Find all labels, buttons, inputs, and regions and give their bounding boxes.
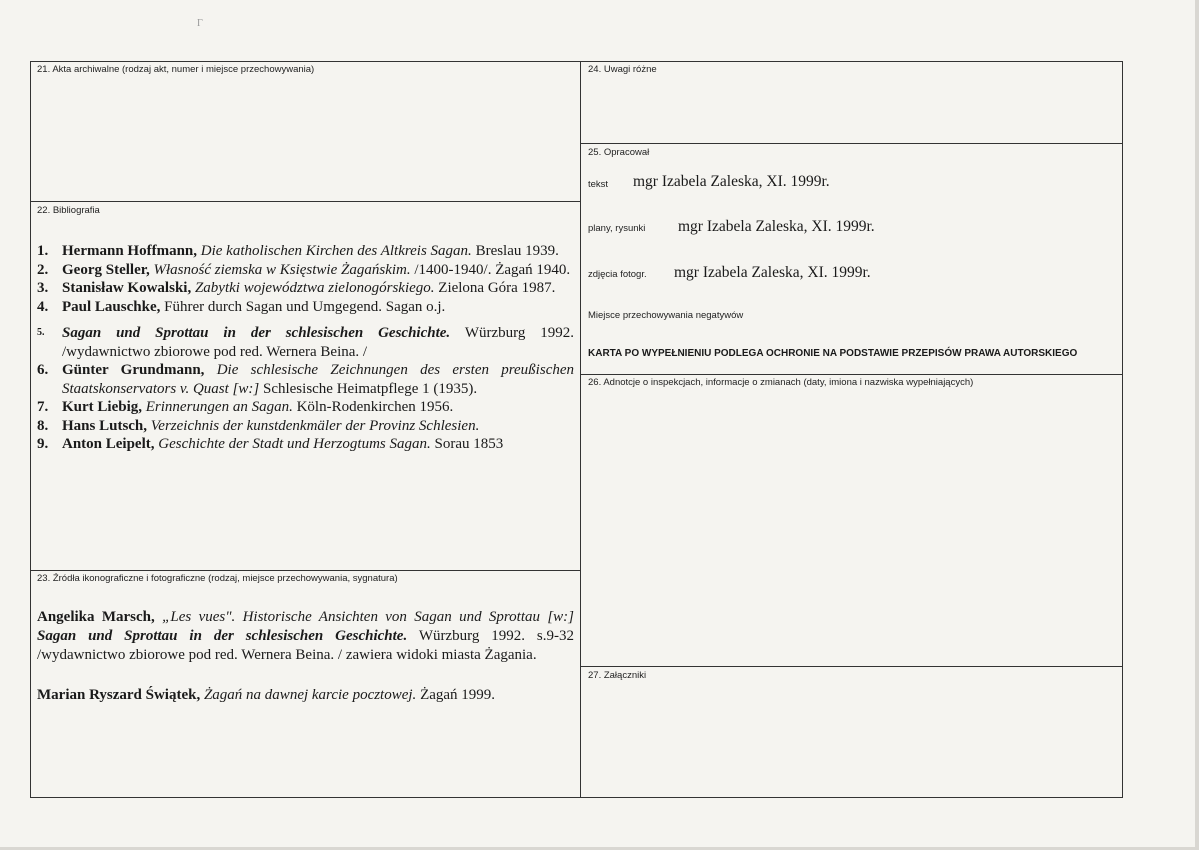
item-author: Stanisław Kowalski, [62, 280, 192, 296]
bibliography-item [37, 417, 574, 436]
tekst-value: mgr Izabela Zaleska, XI. 1999r. [633, 173, 830, 190]
zdjecia-label: zdjęcia fotogr. [588, 269, 647, 280]
item-author: Kurt Liebig, [62, 399, 143, 415]
bibliography-item [37, 279, 574, 298]
bibliography-item [37, 242, 574, 261]
entry-details: Żagań 1999. [420, 687, 496, 703]
item-details: /1400-1940/. Żagań 1940. [414, 261, 571, 278]
section-25-label: 25. Opracował [588, 147, 650, 158]
item-details: Sorau 1853 [434, 436, 504, 452]
item-title: Verzeichnis der kunstdenkmäler der Provinz Schlesien. [150, 417, 480, 434]
entry-author: Angelika Marsch, [37, 609, 155, 625]
plany-label: plany, rysunki [588, 223, 646, 234]
section-23-label: 23. Źródła ikonograficzne i fotograficzne (rodzaj, miejsce przechowywania, sygnatura) [37, 573, 398, 584]
item-author: Georg Steller, [62, 261, 150, 278]
item-number: 9. [37, 436, 49, 452]
iconography-entry [37, 608, 574, 665]
item-number: 6. [37, 362, 49, 378]
item-author: Günter Grundmann, [62, 362, 205, 378]
bibliography-item [37, 435, 574, 454]
divider-21-22 [30, 201, 581, 202]
item-title: Erinnerungen an Sagan. [145, 399, 293, 415]
entry-title: Żagań na dawnej karcie pocztowej. [203, 687, 417, 703]
entry-book: Sagan und Sprottau in der schlesischen Geschichte. [37, 628, 408, 644]
divider-22-23 [30, 570, 581, 571]
item-number: 3. [37, 280, 49, 296]
entry-details: Würzburg 1992. s.9-32 /wydawnictwo zbiorowe pod red. Wernera Beina. / zawiera widoki miasta Żagania. [37, 628, 575, 663]
section-24-label: 24. Uwagi różne [588, 64, 657, 75]
pencil-mark: Γ [197, 18, 203, 29]
item-number: 5. [37, 327, 45, 338]
item-title: Sagan und Sprottau in der schlesischen Geschichte. [62, 325, 451, 341]
bibliography-list [37, 242, 574, 454]
item-author: Hans Lutsch, [62, 417, 148, 434]
item-title: Zabytki województwa zielonogórskiego. [194, 280, 435, 296]
column-divider [580, 61, 581, 798]
item-details: Führer durch Sagan und Umgegend. Sagan o.j. [164, 298, 446, 315]
bibliography-item [37, 261, 574, 280]
item-number: 8. [37, 417, 49, 434]
bibliography-item [37, 324, 574, 361]
tekst-label: tekst [588, 179, 609, 190]
item-author: Hermann Hoffmann, [62, 243, 197, 259]
item-number: 1. [37, 243, 49, 259]
item-title: Własność ziemska w Księstwie Żagańskim. [153, 261, 411, 278]
entry-title: „Les vues". Historische Ansichten von Sagan und Sprottau [w:] [162, 609, 574, 625]
iconography-sources [37, 608, 574, 705]
item-number: 2. [37, 261, 49, 278]
item-author: Anton Leipelt, [62, 436, 155, 452]
section-27-label: 27. Załączniki [588, 670, 647, 681]
item-number: 7. [37, 399, 49, 415]
item-details: Schlesische Heimatpflege 1 (1935). [262, 380, 478, 397]
item-details: Würzburg 1992. /wydawnictwo zbiorowe pod red. Wernera Beina. / [62, 325, 574, 360]
bibliography-item [37, 298, 574, 317]
item-details: Breslau 1939. [475, 243, 559, 259]
item-number: 4. [37, 298, 49, 315]
divider-26-27 [580, 666, 1123, 667]
section-21-label: 21. Akta archiwalne (rodzaj akt, numer i miejsce przechowywania) [37, 64, 315, 75]
item-author: Paul Lauschke, [62, 298, 161, 315]
iconography-entry [37, 686, 574, 705]
item-title: Die schlesische Zeichnungen des ersten preußischen Staatskonservators v. Quast [w:] [62, 362, 575, 397]
item-title: Geschichte der Stadt und Herzogtums Sagan. [158, 436, 431, 452]
item-details: Zielona Góra 1987. [438, 280, 556, 296]
item-title: Die katholischen Kirchen des Altkreis Sagan. [200, 243, 472, 259]
bibliography-item [37, 398, 574, 417]
paper-edge-right [1195, 0, 1199, 850]
zdjecia-value: mgr Izabela Zaleska, XI. 1999r. [674, 264, 871, 281]
entry-author: Marian Ryszard Świątek, [37, 687, 201, 703]
section-22-label: 22. Bibliografia [37, 205, 100, 216]
negatywy-label: Miejsce przechowywania negatywów [588, 310, 744, 321]
plany-value: mgr Izabela Zaleska, XI. 1999r. [678, 218, 875, 235]
section-26-label: 26. Adnotcje o inspekcjach, informacje o zmianach (daty, imiona i nazwiska wypełniających) [588, 377, 974, 388]
item-details: Köln-Rodenkirchen 1956. [296, 399, 454, 415]
divider-24-25 [580, 143, 1123, 144]
divider-25-26 [580, 374, 1123, 375]
bibliography-item [37, 361, 574, 398]
copyright-notice: KARTA PO WYPEŁNIENIU PODLEGA OCHRONIE NA PODSTAWIE PRZEPISÓW PRAWA AUTORSKIEGO [588, 348, 1078, 359]
